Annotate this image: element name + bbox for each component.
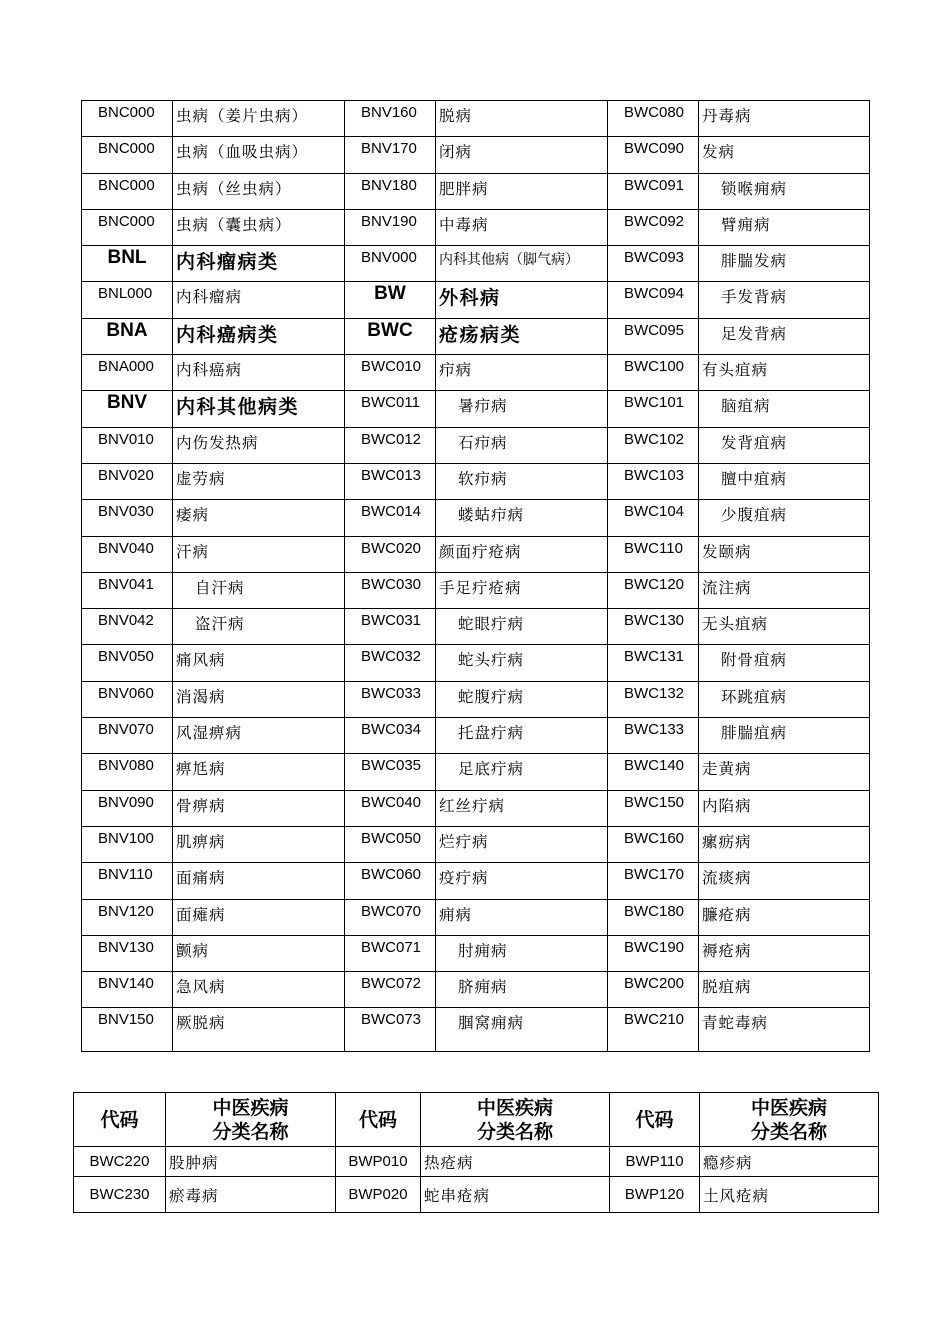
disease-code: BWC133: [608, 718, 699, 754]
disease-code: BNC000: [82, 101, 173, 137]
disease-code: BWC040: [345, 790, 436, 826]
disease-code-table-body: [82, 101, 870, 1052]
disease-name: 肌痹病: [173, 826, 345, 862]
disease-name: 有头疽病: [699, 355, 870, 391]
table-row: [74, 1147, 879, 1177]
disease-name: 脑疽病: [699, 391, 870, 427]
disease-name: 发病: [699, 137, 870, 173]
disease-name: 蝼蛄疖病: [436, 500, 608, 536]
disease-name: 手发背病: [699, 282, 870, 318]
disease-code: BWC091: [608, 173, 699, 209]
disease-name: 土风疮病: [700, 1177, 879, 1213]
disease-name: 暑疖病: [436, 391, 608, 427]
disease-name: 腓腨疽病: [699, 718, 870, 754]
table-row: [82, 282, 870, 318]
disease-code: BWC072: [345, 972, 436, 1008]
table-row: [82, 101, 870, 137]
disease-code: BWC071: [345, 935, 436, 971]
category-code: BNA: [82, 318, 173, 354]
disease-code: BWC200: [608, 972, 699, 1008]
category-name: 内科其他病类: [173, 391, 345, 427]
disease-name: 软疖病: [436, 463, 608, 499]
disease-name: 腓腨发病: [699, 246, 870, 282]
table-row: [82, 536, 870, 572]
disease-name: 臁疮病: [699, 899, 870, 935]
disease-name: 肥胖病: [436, 173, 608, 209]
table-row: [82, 790, 870, 826]
disease-code: BNV170: [345, 137, 436, 173]
header-name-line2: 分类名称: [476, 1120, 553, 1143]
disease-code: BWC090: [608, 137, 699, 173]
disease-name: 足底疔病: [436, 754, 608, 790]
disease-name: 内科其他病（脚气病）: [436, 246, 608, 282]
disease-name: 瘰疬病: [699, 826, 870, 862]
category-name: 内科瘤病类: [173, 246, 345, 282]
disease-code: BWC130: [608, 609, 699, 645]
table-row: [82, 681, 870, 717]
table-row: [82, 935, 870, 971]
disease-code: BWC094: [608, 282, 699, 318]
disease-name: 足发背病: [699, 318, 870, 354]
disease-code: BWC160: [608, 826, 699, 862]
table-header-row: [74, 1093, 879, 1147]
table-row: [74, 1177, 879, 1213]
header-name-line2: 分类名称: [212, 1120, 289, 1143]
table-row: [82, 209, 870, 245]
table-row: [82, 645, 870, 681]
disease-name: 蛇眼疔病: [436, 609, 608, 645]
disease-code: BWC030: [345, 572, 436, 608]
disease-code: BWC101: [608, 391, 699, 427]
disease-code: BWP010: [336, 1147, 421, 1177]
header-name: [700, 1093, 879, 1147]
disease-name: 内科瘤病: [173, 282, 345, 318]
disease-name: 内伤发热病: [173, 427, 345, 463]
disease-name: 臂痈病: [699, 209, 870, 245]
disease-code: BWC070: [345, 899, 436, 935]
disease-code: BWP110: [610, 1147, 700, 1177]
disease-name: 走黄病: [699, 754, 870, 790]
disease-name: 蛇腹疔病: [436, 681, 608, 717]
disease-code: BWC033: [345, 681, 436, 717]
disease-name: 颤病: [173, 935, 345, 971]
header-code: 代码: [610, 1093, 700, 1147]
category-code: BNL: [82, 246, 173, 282]
disease-name: 环跳疽病: [699, 681, 870, 717]
disease-code: BNV030: [82, 500, 173, 536]
disease-name: 流痰病: [699, 863, 870, 899]
disease-name: 丹毒病: [699, 101, 870, 137]
disease-name: 虫病（丝虫病）: [173, 173, 345, 209]
disease-name: 中毒病: [436, 209, 608, 245]
disease-name: 虚劳病: [173, 463, 345, 499]
header-name: [166, 1093, 336, 1147]
disease-code: BNC000: [82, 137, 173, 173]
disease-code: BWC031: [345, 609, 436, 645]
disease-code: BWC080: [608, 101, 699, 137]
disease-code: BWC012: [345, 427, 436, 463]
category-name: 疮疡病类: [436, 318, 608, 354]
disease-name: 蛇串疮病: [421, 1177, 610, 1213]
disease-name: 疫疔病: [436, 863, 608, 899]
disease-name: 无头疽病: [699, 609, 870, 645]
disease-name: 消渴病: [173, 681, 345, 717]
disease-name: 内陷病: [699, 790, 870, 826]
disease-name: 褥疮病: [699, 935, 870, 971]
disease-name: 附骨疽病: [699, 645, 870, 681]
disease-code: BWC180: [608, 899, 699, 935]
header-name-line1: 中医疾病: [750, 1096, 827, 1119]
disease-code: BWC092: [608, 209, 699, 245]
disease-code: BWC095: [608, 318, 699, 354]
disease-name: 膻中疽病: [699, 463, 870, 499]
disease-code: BNV080: [82, 754, 173, 790]
disease-code: BWC230: [74, 1177, 166, 1213]
table-row: [82, 318, 870, 354]
disease-code-table: [81, 100, 870, 1052]
table-row: [82, 754, 870, 790]
disease-code: BNV040: [82, 536, 173, 572]
disease-name: 急风病: [173, 972, 345, 1008]
disease-code: BWC011: [345, 391, 436, 427]
disease-name: 痹尪病: [173, 754, 345, 790]
table-row: [82, 826, 870, 862]
disease-code: BWC020: [345, 536, 436, 572]
disease-code: BNA000: [82, 355, 173, 391]
disease-name: 虫病（囊虫病）: [173, 209, 345, 245]
disease-name: 股肿病: [166, 1147, 336, 1177]
disease-name: 盗汗病: [173, 609, 345, 645]
disease-name: 手足疔疮病: [436, 572, 608, 608]
table-row: [82, 718, 870, 754]
disease-code: BWC060: [345, 863, 436, 899]
disease-code: BWC100: [608, 355, 699, 391]
disease-name: 发颐病: [699, 536, 870, 572]
table-row: [82, 572, 870, 608]
disease-name: 虫病（姜片虫病）: [173, 101, 345, 137]
disease-name: 流注病: [699, 572, 870, 608]
table-row: [82, 500, 870, 536]
table-row: [82, 609, 870, 645]
disease-name: 托盘疔病: [436, 718, 608, 754]
table-row: [82, 899, 870, 935]
disease-code: BWC032: [345, 645, 436, 681]
disease-code: BNV070: [82, 718, 173, 754]
table-row: [82, 972, 870, 1008]
table-row: [82, 463, 870, 499]
table-row: [82, 246, 870, 282]
disease-code: BNV160: [345, 101, 436, 137]
table-row: [82, 355, 870, 391]
disease-code: BWC132: [608, 681, 699, 717]
category-code: BW: [345, 282, 436, 318]
disease-name: 面痛病: [173, 863, 345, 899]
disease-name: 脱病: [436, 101, 608, 137]
disease-code: BWC220: [74, 1147, 166, 1177]
category-name: 内科癌病类: [173, 318, 345, 354]
disease-name: 发背疽病: [699, 427, 870, 463]
disease-name: 虫病（血吸虫病）: [173, 137, 345, 173]
disease-code: BWC190: [608, 935, 699, 971]
table-row: [82, 427, 870, 463]
disease-code: BNV150: [82, 1008, 173, 1052]
header-code: 代码: [74, 1093, 166, 1147]
disease-name: 自汗病: [173, 572, 345, 608]
disease-code: BNV050: [82, 645, 173, 681]
disease-code: BWC093: [608, 246, 699, 282]
disease-code: BWC010: [345, 355, 436, 391]
disease-name: 骨痹病: [173, 790, 345, 826]
disease-code: BWC103: [608, 463, 699, 499]
disease-name: 青蛇毒病: [699, 1008, 870, 1052]
disease-name: 痛风病: [173, 645, 345, 681]
category-name: 外科病: [436, 282, 608, 318]
disease-code: BWP020: [336, 1177, 421, 1213]
table-row: [82, 1008, 870, 1052]
disease-code: BNV090: [82, 790, 173, 826]
disease-code: BNV020: [82, 463, 173, 499]
disease-code-table-continued: [73, 1092, 879, 1213]
disease-code: BWC150: [608, 790, 699, 826]
disease-name: 痿病: [173, 500, 345, 536]
disease-code: BWC170: [608, 863, 699, 899]
disease-code: BWC034: [345, 718, 436, 754]
disease-code: BWC014: [345, 500, 436, 536]
disease-name: 颜面疔疮病: [436, 536, 608, 572]
disease-code: BWC104: [608, 500, 699, 536]
disease-code: BNV041: [82, 572, 173, 608]
table-row: [82, 863, 870, 899]
disease-code: BNL000: [82, 282, 173, 318]
disease-code: BNV110: [82, 863, 173, 899]
disease-code: BWC210: [608, 1008, 699, 1052]
header-name-line1: 中医疾病: [476, 1096, 553, 1119]
disease-name: 烂疔病: [436, 826, 608, 862]
disease-name: 腘窝痈病: [436, 1008, 608, 1052]
disease-name: 闭病: [436, 137, 608, 173]
disease-code: BWC013: [345, 463, 436, 499]
disease-code: BWC120: [608, 572, 699, 608]
category-code: BNV: [82, 391, 173, 427]
disease-code: BWC073: [345, 1008, 436, 1052]
disease-name: 汗病: [173, 536, 345, 572]
disease-code: BNV130: [82, 935, 173, 971]
disease-code: BNV000: [345, 246, 436, 282]
disease-code: BNV120: [82, 899, 173, 935]
disease-code: BNV190: [345, 209, 436, 245]
disease-code: BWC050: [345, 826, 436, 862]
disease-code: BWC140: [608, 754, 699, 790]
disease-code: BNC000: [82, 209, 173, 245]
disease-code: BNV100: [82, 826, 173, 862]
disease-code: BNV140: [82, 972, 173, 1008]
table-row: [82, 391, 870, 427]
disease-code: BNV042: [82, 609, 173, 645]
disease-code: BNV010: [82, 427, 173, 463]
header-name: [421, 1093, 610, 1147]
disease-name: 蛇头疔病: [436, 645, 608, 681]
disease-name: 脐痈病: [436, 972, 608, 1008]
table-row: [82, 137, 870, 173]
disease-name: 少腹疽病: [699, 500, 870, 536]
disease-name: 脱疽病: [699, 972, 870, 1008]
disease-name: 瘾疹病: [700, 1147, 879, 1177]
disease-name: 肘痈病: [436, 935, 608, 971]
table-row: [82, 173, 870, 209]
disease-name: 面瘫病: [173, 899, 345, 935]
disease-name: 风湿痹病: [173, 718, 345, 754]
header-code: 代码: [336, 1093, 421, 1147]
disease-name: 痈病: [436, 899, 608, 935]
disease-code: BWC110: [608, 536, 699, 572]
disease-code: BWC102: [608, 427, 699, 463]
header-name-line2: 分类名称: [750, 1120, 827, 1143]
disease-name: 厥脱病: [173, 1008, 345, 1052]
disease-name: 瘀毒病: [166, 1177, 336, 1213]
disease-name: 热疮病: [421, 1147, 610, 1177]
disease-name: 疖病: [436, 355, 608, 391]
disease-code: BNV180: [345, 173, 436, 209]
disease-name: 石疖病: [436, 427, 608, 463]
disease-code: BNV060: [82, 681, 173, 717]
disease-code: BNC000: [82, 173, 173, 209]
header-name-line1: 中医疾病: [212, 1096, 289, 1119]
disease-code: BWC131: [608, 645, 699, 681]
disease-name: 内科癌病: [173, 355, 345, 391]
disease-name: 红丝疔病: [436, 790, 608, 826]
category-code: BWC: [345, 318, 436, 354]
disease-code: BWC035: [345, 754, 436, 790]
disease-code: BWP120: [610, 1177, 700, 1213]
disease-name: 锁喉痈病: [699, 173, 870, 209]
